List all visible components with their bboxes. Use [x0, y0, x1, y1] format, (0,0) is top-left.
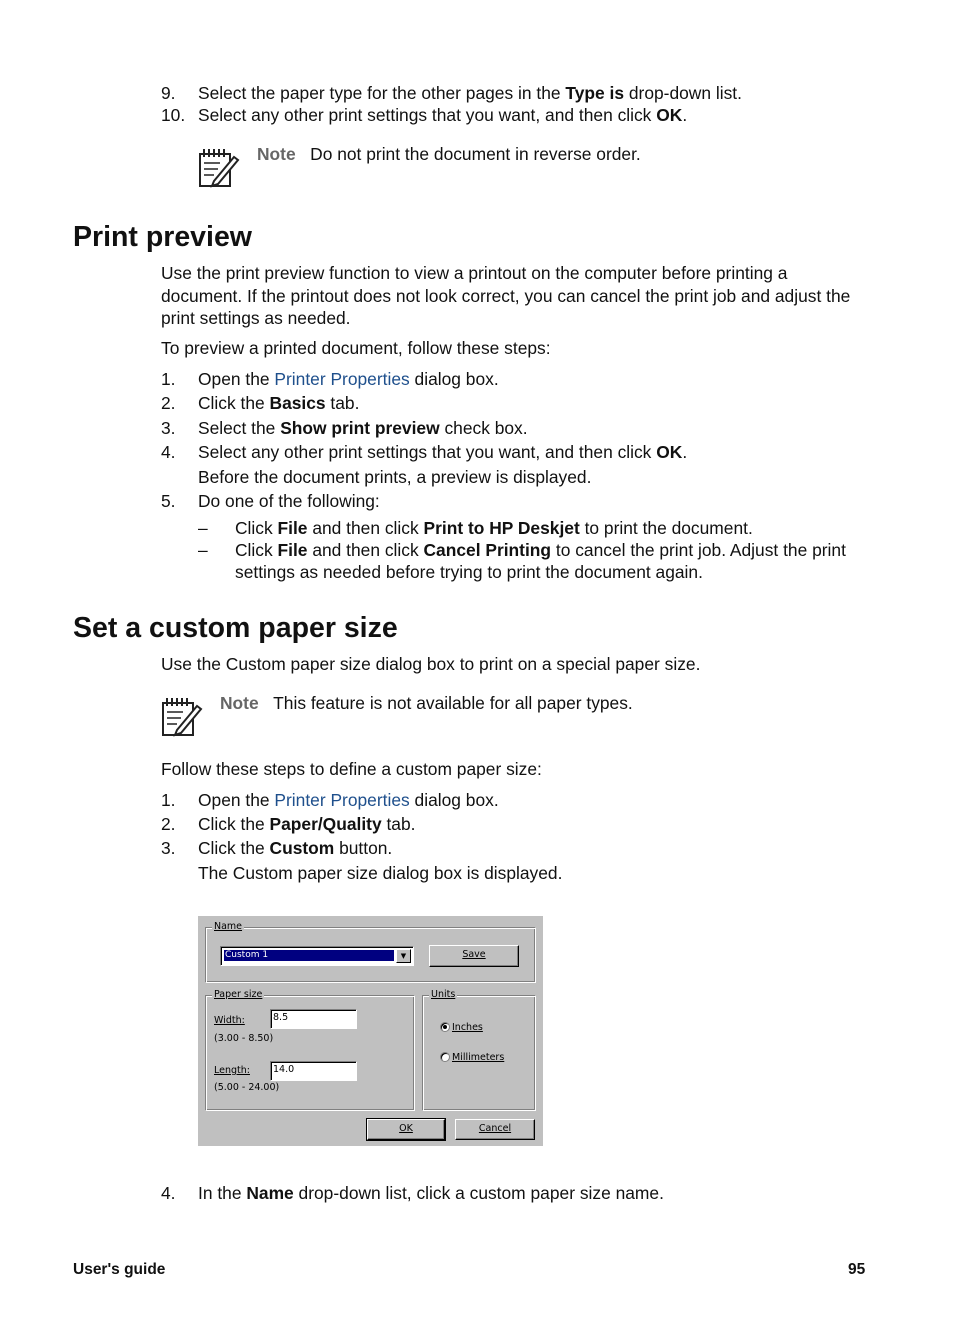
printer-properties-link[interactable]: Printer Properties: [274, 790, 410, 810]
step-text: In the Name drop-down list, click a custom paper size name.: [198, 1183, 664, 1203]
step-number: 4.: [161, 1183, 176, 1203]
step-number: 3.: [161, 418, 176, 438]
bullet-text: Click File and then click Print to HP Deskjet to print the document.: [235, 518, 753, 538]
step-number: 9.: [161, 83, 176, 103]
inches-label[interactable]: Inches: [452, 1022, 483, 1033]
millimeters-label[interactable]: Millimeters: [452, 1052, 505, 1063]
step-text: Open the Printer Properties dialog box.: [198, 369, 499, 389]
width-range: (3.00 - 8.50): [214, 1033, 274, 1044]
length-label: Length:: [214, 1065, 250, 1076]
printer-properties-link[interactable]: Printer Properties: [274, 369, 410, 389]
save-button[interactable]: Save: [429, 945, 519, 967]
width-input[interactable]: 8.5: [270, 1009, 357, 1029]
note-label: Note: [220, 693, 259, 713]
name-group-title: Name: [214, 921, 243, 932]
bullet-dash: –: [198, 540, 208, 560]
step-number: 10.: [161, 105, 186, 125]
step-text: Click the Custom button.: [198, 838, 393, 858]
paper-size-group-title: Paper size: [214, 989, 263, 1000]
chevron-down-icon[interactable]: ▼: [396, 949, 411, 963]
step-number: 5.: [161, 491, 176, 511]
radio-selected-dot: [443, 1025, 447, 1029]
units-group-title: Units: [431, 989, 456, 1000]
step-number: 2.: [161, 393, 176, 413]
paragraph: To preview a printed document, follow these steps:: [161, 338, 551, 358]
custom-paper-size-dialog: [198, 916, 543, 1146]
paragraph: Use the print preview function to view a printout on the computer before printing a document. If the printout does not look correct, you can cancel the print job and adjust the print settings as needed.: [161, 263, 851, 329]
step-number: 4.: [161, 442, 176, 462]
step-number: 1.: [161, 790, 176, 810]
step-text: Select the Show print preview check box.: [198, 418, 528, 438]
step-text: Do one of the following:: [198, 491, 380, 511]
length-input[interactable]: 14.0: [270, 1061, 357, 1081]
paragraph: Follow these steps to define a custom paper size:: [161, 759, 542, 779]
step-text: Select any other print settings that you want, and then click OK.: [198, 105, 688, 125]
step-subtext: The Custom paper size dialog box is displayed.: [198, 863, 563, 883]
width-label: Width:: [214, 1015, 245, 1026]
note-pad-icon: [159, 694, 203, 738]
length-range: (5.00 - 24.00): [214, 1082, 280, 1093]
name-dropdown-value: Custom 1: [224, 950, 394, 961]
step-number: 1.: [161, 369, 176, 389]
millimeters-radio[interactable]: [440, 1052, 450, 1062]
note-label: Note: [257, 144, 296, 164]
note-pad-icon: [196, 145, 240, 189]
section-heading-custom-paper-size: Set a custom paper size: [73, 612, 398, 644]
step-number: 3.: [161, 838, 176, 858]
inches-radio[interactable]: [440, 1022, 450, 1032]
name-dropdown[interactable]: [220, 946, 414, 966]
bullet-text: Click File and then click Cancel Printing to cancel the print job. Adjust the print settings as needed before trying to print the document again.: [235, 540, 846, 582]
note-text: This feature is not available for all paper types.: [273, 693, 633, 713]
step-text: Click the Paper/Quality tab.: [198, 814, 416, 834]
step-text: Click the Basics tab.: [198, 393, 360, 413]
footer-guide-title: User's guide: [73, 1261, 166, 1278]
step-subtext: Before the document prints, a preview is displayed.: [198, 467, 592, 487]
note: [257, 143, 641, 165]
bullet-dash: –: [198, 518, 208, 538]
section-heading-print-preview: Print preview: [73, 221, 252, 253]
step-number: 2.: [161, 814, 176, 834]
step-text: Select the paper type for the other pages in the Type is drop-down list.: [198, 83, 742, 103]
step-text: Select any other print settings that you want, and then click OK.: [198, 442, 688, 462]
cancel-button[interactable]: Cancel: [455, 1119, 535, 1140]
page-number: 95: [848, 1261, 866, 1278]
note-text: Do not print the document in reverse order.: [310, 144, 641, 164]
step-text: Open the Printer Properties dialog box.: [198, 790, 499, 810]
ok-button[interactable]: OK: [367, 1119, 445, 1140]
note: [220, 692, 633, 714]
paragraph: Use the Custom paper size dialog box to print on a special paper size.: [161, 654, 701, 674]
